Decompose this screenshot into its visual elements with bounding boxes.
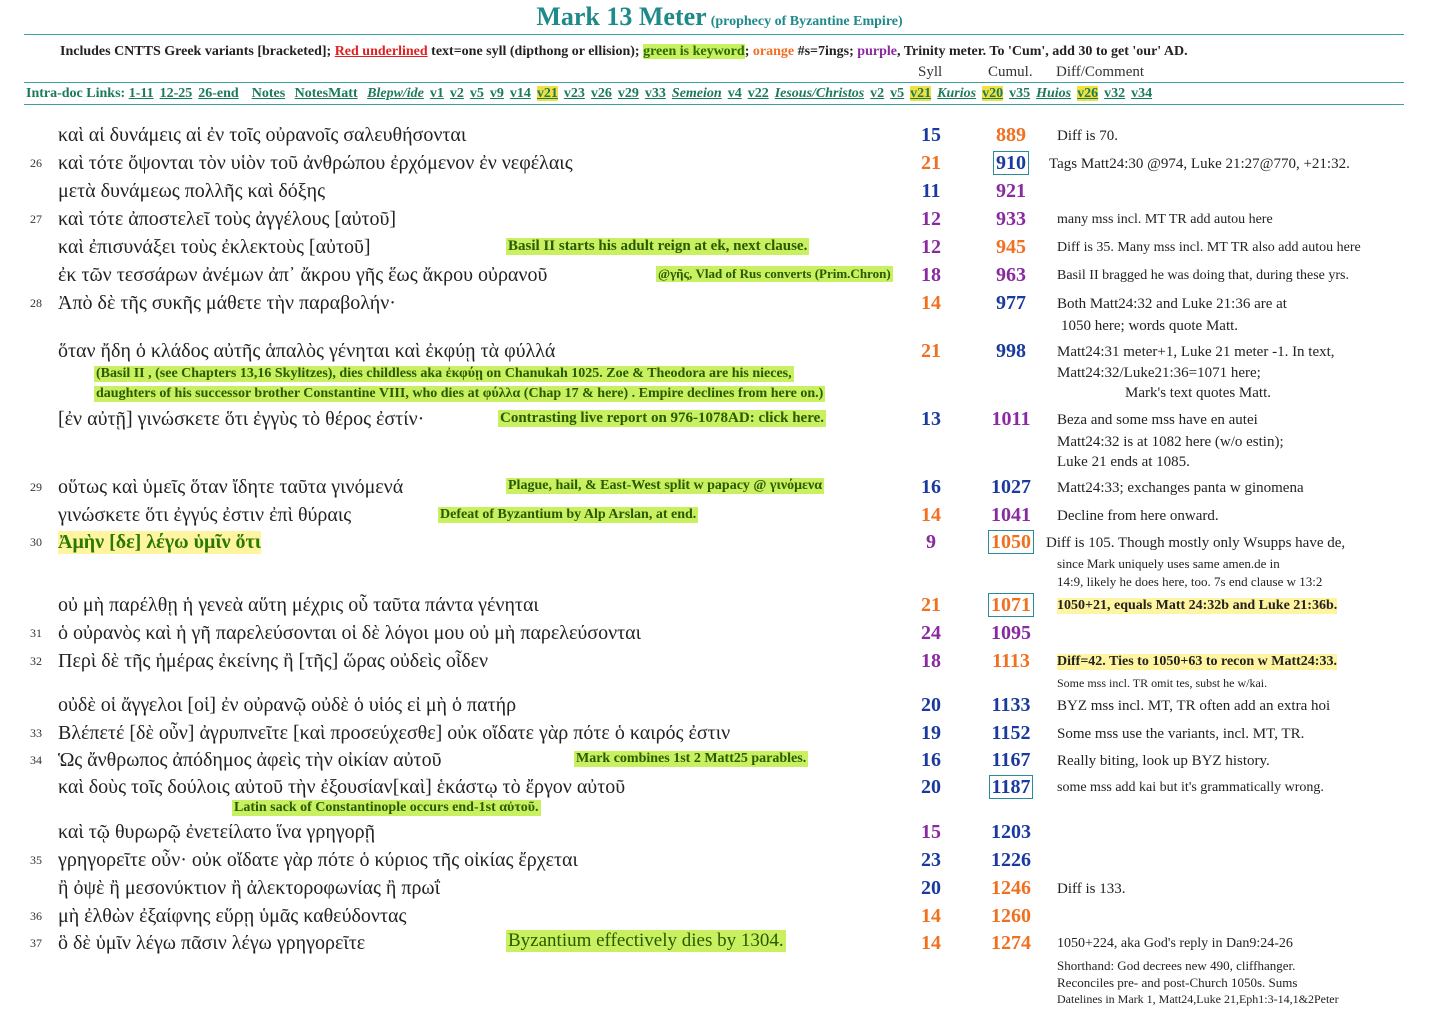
greek-line: καὶ δοὺς τοῖς δούλοις αὐτοῦ τὴν ἐξουσίαν[καὶ] ἑκάστῳ τὸ ἔργον αὐτοῦ bbox=[58, 776, 626, 798]
diff-comment: 1050+21, equals Matt 24:32b and Luke 21:36b. bbox=[1057, 598, 1338, 613]
cumulative-count: 1226 bbox=[991, 849, 1031, 871]
note-byz-dies: Byzantium effectively dies by 1304. bbox=[508, 930, 784, 951]
link-v34[interactable]: v34 bbox=[1131, 86, 1153, 101]
cumulative-cell bbox=[976, 594, 1046, 617]
greek-line: ὃ δὲ ὑμῖν λέγω πᾶσιν λέγω γρηγορεῖτε bbox=[58, 932, 366, 954]
syllable-count: 16 bbox=[921, 749, 941, 771]
greek-line: γρηγορεῖτε οὖν· οὐκ οἴδατε γὰρ πότε ὁ κύριος τῆς οἰκίας ἔρχεται bbox=[58, 849, 578, 871]
greek-line: Ἀπὸ δὲ τῆς συκῆς μάθετε τὴν παραβολήν· bbox=[58, 292, 396, 314]
link-v32[interactable]: v32 bbox=[1104, 86, 1126, 101]
cumulative-count: 1167 bbox=[991, 749, 1031, 771]
comment-1050c: 14:9, likely he does here, too. 7s end clause w 13:2 bbox=[1057, 574, 1323, 589]
comment-1274b: Shorthand: God decrees new 490, cliffhanger. bbox=[1057, 958, 1296, 973]
diff-comment: Matt24:33; exchanges panta w ginomena bbox=[1057, 480, 1304, 496]
syllable-count: 15 bbox=[921, 124, 941, 146]
cumulative-cell bbox=[976, 650, 1046, 673]
syllable-count: 23 bbox=[921, 849, 941, 871]
diff-comment: Diff is 133. bbox=[1057, 881, 1126, 897]
comment-1011b: Matt24:32 is at 1082 here (w/o estin); bbox=[1057, 434, 1284, 450]
cumulative-cell bbox=[976, 749, 1046, 772]
verse-number: 37 bbox=[30, 936, 42, 950]
cumulative-cell bbox=[976, 776, 1046, 799]
greek-line: [ἐν αὐτῇ] γινώσκετε ὅτι ἐγγὺς τὸ θέρος ἐστίν· bbox=[58, 408, 425, 430]
greek-line: καὶ τῷ θυρωρῷ ἐνετείλατο ἵνα γρηγορῇ bbox=[58, 821, 376, 843]
note-latin-sack: Latin sack of Constantinople occurs end-1st αὐτοῦ. bbox=[234, 800, 539, 815]
cumulative-cell bbox=[976, 905, 1046, 928]
cumulative-cell bbox=[976, 694, 1046, 717]
comment-1050b: since Mark uniquely uses same amen.de in bbox=[1057, 556, 1280, 571]
col-header-diff: Diff/Comment bbox=[1056, 64, 1145, 80]
legend-purple: purple bbox=[857, 44, 897, 59]
diff-comment: BYZ mss incl. MT, TR often add an extra hoi bbox=[1057, 698, 1331, 714]
link-blepw[interactable]: Blepw/ide bbox=[367, 86, 424, 101]
cumulative-count: 910 bbox=[993, 151, 1029, 175]
cumulative-count: 921 bbox=[996, 180, 1026, 202]
cumulative-count: 1011 bbox=[991, 408, 1031, 430]
note-basil-starts: Basil II starts his adult reign at ek, next clause. bbox=[508, 238, 808, 254]
diff-comment: Some mss use the variants, incl. MT, TR. bbox=[1057, 726, 1305, 742]
verse-number: 28 bbox=[30, 296, 42, 310]
verse-number: 36 bbox=[30, 909, 42, 923]
comment-998c: Mark's text quotes Matt. bbox=[1125, 385, 1272, 401]
link-v29[interactable]: v29 bbox=[617, 86, 639, 101]
verse-number: 29 bbox=[30, 480, 42, 494]
cumulative-cell bbox=[976, 531, 1046, 554]
link-v5[interactable]: v5 bbox=[469, 86, 484, 101]
syllable-count: 12 bbox=[921, 236, 941, 258]
note-contrasting[interactable]: Contrasting live report on 976-1078AD: click here. bbox=[500, 410, 824, 426]
diff-comment: some mss add kai but it's grammatically wrong. bbox=[1057, 780, 1324, 795]
cumulative-count: 998 bbox=[996, 340, 1026, 362]
verse-number: 26 bbox=[30, 156, 42, 170]
cumulative-cell bbox=[976, 340, 1046, 363]
cumulative-count: 1071 bbox=[988, 593, 1034, 617]
syllable-count: 15 bbox=[921, 821, 941, 843]
cumulative-count: 1041 bbox=[991, 504, 1031, 526]
diff-comment: Tags Matt24:30 @974, Luke 21:27@770, +21:32. bbox=[1049, 156, 1350, 172]
comment-998b: Matt24:32/Luke21:36=1071 here; bbox=[1057, 365, 1261, 381]
syllable-count: 21 bbox=[921, 594, 941, 616]
cumulative-count: 1133 bbox=[991, 694, 1031, 716]
comment-977b: 1050 here; words quote Matt. bbox=[1061, 318, 1239, 334]
link-huios[interactable]: Huios bbox=[1036, 86, 1072, 101]
cumulative-cell bbox=[976, 124, 1046, 147]
note-mark-combines: Mark combines 1st 2 Matt25 parables. bbox=[576, 751, 807, 766]
cumulative-count: 1095 bbox=[991, 622, 1031, 644]
verse-number: 35 bbox=[30, 853, 42, 867]
link-semeion[interactable]: Semeion bbox=[671, 86, 722, 101]
legend-text: Includes CNTTS Greek variants [bracketed]; bbox=[60, 44, 335, 59]
legend-text: #s=7ings; bbox=[794, 44, 858, 59]
note-vlad: @γῆς, Vlad of Rus converts (Prim.Chron) bbox=[658, 266, 891, 281]
diff-comment: Beza and some mss have en autei bbox=[1057, 412, 1258, 428]
verse-number: 31 bbox=[30, 626, 42, 640]
link-v14[interactable]: v14 bbox=[509, 86, 531, 101]
cumulative-cell bbox=[976, 180, 1046, 203]
link-notesmatt[interactable]: NotesMatt bbox=[294, 86, 358, 101]
link-notes[interactable]: Notes bbox=[251, 86, 286, 101]
diff-comment: Really biting, look up BYZ history. bbox=[1057, 753, 1270, 769]
legend-text: text=one syll (dipthong or ellision); bbox=[427, 44, 644, 59]
cumulative-cell bbox=[976, 622, 1046, 645]
verse-number: 30 bbox=[30, 535, 42, 549]
syllable-count: 18 bbox=[921, 264, 941, 286]
link-26-end[interactable]: 26-end bbox=[198, 86, 239, 101]
diff-comment: Diff is 35. Many mss incl. MT TR also add autou here bbox=[1057, 240, 1361, 255]
link-v9[interactable]: v9 bbox=[489, 86, 504, 101]
syllable-count: 13 bbox=[921, 408, 941, 430]
diff-comment: Diff is 105. Though mostly only Wsupps have de, bbox=[1046, 535, 1346, 551]
cumulative-cell bbox=[976, 877, 1046, 900]
syllable-count: 20 bbox=[921, 776, 941, 798]
syllable-count: 18 bbox=[921, 650, 941, 672]
link-v1[interactable]: v1 bbox=[429, 86, 444, 101]
cumulative-count: 1027 bbox=[991, 476, 1031, 498]
greek-line: Περὶ δὲ τῆς ἡμέρας ἐκείνης ἢ [τῆς] ὥρας οὐδεὶς οἶδεν bbox=[58, 650, 489, 672]
diff-comment: many mss incl. MT TR add autou here bbox=[1057, 212, 1273, 227]
cumulative-count: 1246 bbox=[991, 877, 1031, 899]
cumulative-count: 1050 bbox=[988, 530, 1034, 554]
legend-orange: orange bbox=[752, 44, 795, 59]
cumulative-count: 1274 bbox=[991, 932, 1031, 954]
title-main: Mark 13 Meter bbox=[536, 2, 707, 31]
greek-line: ἢ ὀψὲ ἢ μεσονύκτιον ἢ ἀλεκτοροφωνίας ἢ πρωΐ bbox=[58, 877, 440, 899]
note-plague: Plague, hail, & East-West split w papacy @ γινόμενα bbox=[508, 478, 823, 493]
link-v2[interactable]: v2 bbox=[449, 86, 464, 101]
diff-comment: Decline from here onward. bbox=[1057, 508, 1219, 524]
link-v21b[interactable]: v21 bbox=[910, 86, 932, 101]
col-header-cumul: Cumul. bbox=[988, 64, 1033, 80]
diff-comment: Diff is 70. bbox=[1057, 128, 1118, 144]
cumulative-count: 1260 bbox=[991, 905, 1031, 927]
cumulative-cell bbox=[976, 292, 1046, 315]
legend-red: Red underlined bbox=[334, 44, 428, 59]
syllable-count: 24 bbox=[921, 622, 941, 644]
link-v33[interactable]: v33 bbox=[644, 86, 666, 101]
diff-comment: 1050+224, aka God's reply in Dan9:24-26 bbox=[1057, 936, 1293, 951]
cumulative-count: 977 bbox=[996, 292, 1026, 314]
cumulative-count: 1187 bbox=[989, 775, 1034, 799]
greek-line: ἐκ τῶν τεσσάρων ἀνέμων ἀπ᾽ ἄκρου γῆς ἕως ἄκρου οὐρανοῦ bbox=[58, 264, 548, 286]
syllable-count: 21 bbox=[921, 152, 941, 174]
cumulative-cell bbox=[976, 264, 1046, 287]
page-title bbox=[0, 2, 1439, 32]
greek-line: καὶ ἐπισυνάξει τοὺς ἐκλεκτοὺς [αὐτοῦ] bbox=[58, 236, 371, 258]
cumulative-cell bbox=[976, 152, 1046, 175]
links-top-rule bbox=[24, 82, 1404, 83]
comment-1011c: Luke 21 ends at 1085. bbox=[1057, 454, 1190, 470]
cumulative-count: 889 bbox=[996, 124, 1026, 146]
cumulative-cell bbox=[976, 236, 1046, 259]
link-v22[interactable]: v22 bbox=[747, 86, 769, 101]
comment-1274d: Datelines in Mark 1, Matt24,Luke 21,Eph1:3-14,1&2Peter bbox=[1057, 992, 1339, 1006]
syllable-count: 14 bbox=[921, 932, 941, 954]
link-12-25[interactable]: 12-25 bbox=[159, 86, 193, 101]
verse-number: 32 bbox=[30, 654, 42, 668]
legend bbox=[60, 44, 1188, 60]
comment-1113b: Some mss incl. TR omit tes, subst he w/kai. bbox=[1057, 676, 1268, 690]
col-header-syll: Syll bbox=[918, 64, 943, 80]
cumulative-cell bbox=[976, 821, 1046, 844]
greek-line: ὁ οὐρανὸς καὶ ἡ γῆ παρελεύσονται οἱ δὲ λόγοι μου οὐ μὴ παρελεύσονται bbox=[58, 622, 642, 644]
link-v26[interactable]: v26 bbox=[590, 86, 612, 101]
note-basil-block-1: (Basil II , (see Chapters 13,16 Skylitzes), dies childless aka ἐκφύῃ on Chanukah 1025. Zoe & Theodora are his nieces, bbox=[96, 366, 792, 381]
syllable-count: 20 bbox=[921, 877, 941, 899]
greek-line: Ἀμὴν [δε] λέγω ὑμῖν ὅτι bbox=[58, 531, 261, 553]
cumulative-cell bbox=[976, 849, 1046, 872]
link-v20[interactable]: v20 bbox=[982, 86, 1004, 101]
cumulative-count: 963 bbox=[996, 264, 1026, 286]
link-v35[interactable]: v35 bbox=[1009, 86, 1031, 101]
link-v23[interactable]: v23 bbox=[563, 86, 585, 101]
verse-number: 27 bbox=[30, 212, 42, 226]
cumulative-count: 945 bbox=[996, 236, 1026, 258]
cumulative-cell bbox=[976, 408, 1046, 431]
link-v5b[interactable]: v5 bbox=[890, 86, 905, 101]
link-1-11[interactable]: 1-11 bbox=[128, 86, 154, 101]
greek-line: μὴ ἐλθὼν ἐξαίφνης εὕρῃ ὑμᾶς καθεύδοντας bbox=[58, 905, 407, 927]
greek-line: καὶ αἱ δυνάμεις αἱ ἐν τοῖς οὐρανοῖς σαλευθήσονται bbox=[58, 124, 467, 146]
cumulative-count: 933 bbox=[996, 208, 1026, 230]
syllable-count: 16 bbox=[921, 476, 941, 498]
diff-comment: Matt24:31 meter+1, Luke 21 meter -1. In text, bbox=[1057, 344, 1335, 360]
syllable-count: 11 bbox=[921, 180, 941, 202]
cumulative-cell bbox=[976, 476, 1046, 499]
verse-number: 33 bbox=[30, 726, 42, 740]
diff-comment: Both Matt24:32 and Luke 21:36 are at bbox=[1057, 296, 1287, 312]
syllable-count: 21 bbox=[921, 340, 941, 362]
diff-comment: Basil II bragged he was doing that, during these yrs. bbox=[1057, 268, 1349, 283]
syllable-count: 20 bbox=[921, 694, 941, 716]
legend-green: green is keyword bbox=[643, 44, 745, 59]
greek-line: καὶ τότε ὄψονται τὸν υἱὸν τοῦ ἀνθρώπου ἐρχόμενον ἐν νεφέλαις bbox=[58, 152, 573, 174]
cumulative-count: 1113 bbox=[992, 650, 1030, 672]
greek-line: Βλέπετέ [δὲ οὖν] ἀγρυπνεῖτε [καὶ προσεύχεσθε] οὐκ οἴδατε γὰρ πότε ὁ καιρός ἐστιν bbox=[58, 722, 731, 744]
link-v4[interactable]: v4 bbox=[727, 86, 742, 101]
comment-1274c: Reconciles pre- and post-Church 1050s. Sums bbox=[1057, 975, 1298, 990]
legend-text: , Trinity meter. To 'Cum', add 30 to get 'our' AD. bbox=[896, 44, 1188, 59]
links-bottom-rule bbox=[24, 104, 1404, 105]
link-iesous[interactable]: Iesous/Christos bbox=[774, 86, 865, 101]
greek-line: οὐ μὴ παρέλθῃ ἡ γενεὰ αὕτη μέχρις οὗ ταῦτα πάντα γένηται bbox=[58, 594, 539, 616]
syllable-count: 9 bbox=[926, 531, 936, 553]
greek-line: ὅταν ἤδη ὁ κλάδος αὐτῆς ἁπαλὸς γένηται καὶ ἐκφύῃ τὰ φύλλά bbox=[58, 340, 556, 362]
syllable-count: 14 bbox=[921, 504, 941, 526]
note-basil-block-2: daughters of his successor brother Constantine VIII, who dies at φύλλα (Chap 17 & here) . Empire declines from here on.) bbox=[96, 386, 824, 401]
greek-line: οὕτως καὶ ὑμεῖς ὅταν ἴδητε ταῦτα γινόμενά bbox=[58, 476, 404, 498]
title-subtitle: (prophecy of Byzantine Empire) bbox=[710, 14, 903, 29]
cumulative-count: 1203 bbox=[991, 821, 1031, 843]
verse-number: 34 bbox=[30, 753, 42, 767]
greek-line: οὐδὲ οἱ ἄγγελοι [οἱ] ἐν οὐρανῷ οὐδὲ ὁ υἱός εἰ μὴ ὁ πατήρ bbox=[58, 694, 517, 716]
link-v21[interactable]: v21 bbox=[536, 86, 558, 101]
greek-line: καὶ τότε ἀποστελεῖ τοὺς ἀγγέλους [αὐτοῦ] bbox=[58, 208, 397, 230]
syllable-count: 14 bbox=[921, 292, 941, 314]
diff-comment: Diff=42. Ties to 1050+63 to recon w Matt24:33. bbox=[1057, 654, 1337, 669]
link-v26b[interactable]: v26 bbox=[1077, 86, 1099, 101]
intra-doc-links bbox=[26, 86, 1158, 102]
cumulative-cell bbox=[976, 932, 1046, 955]
syllable-count: 12 bbox=[921, 208, 941, 230]
note-defeat: Defeat of Byzantium by Alp Arslan, at end. bbox=[440, 507, 697, 522]
cumulative-cell bbox=[976, 504, 1046, 527]
greek-line: μετὰ δυνάμεως πολλῆς καὶ δόξης bbox=[58, 180, 326, 202]
cumulative-cell bbox=[976, 722, 1046, 745]
syllable-count: 19 bbox=[921, 722, 941, 744]
cumulative-count: 1152 bbox=[991, 722, 1031, 744]
syllable-count: 14 bbox=[921, 905, 941, 927]
greek-line: γινώσκετε ὅτι ἐγγύς ἐστιν ἐπὶ θύραις bbox=[58, 504, 352, 526]
link-kurios[interactable]: Kurios bbox=[937, 86, 977, 101]
title-rule bbox=[24, 34, 1404, 35]
link-v2b[interactable]: v2 bbox=[870, 86, 885, 101]
cumulative-cell bbox=[976, 208, 1046, 231]
legend-text: ; bbox=[744, 44, 753, 59]
links-label: Intra-doc Links: bbox=[26, 86, 126, 101]
greek-line: Ὡς ἄνθρωπος ἀπόδημος ἀφεὶς τὴν οἰκίαν αὐτοῦ bbox=[58, 749, 442, 771]
